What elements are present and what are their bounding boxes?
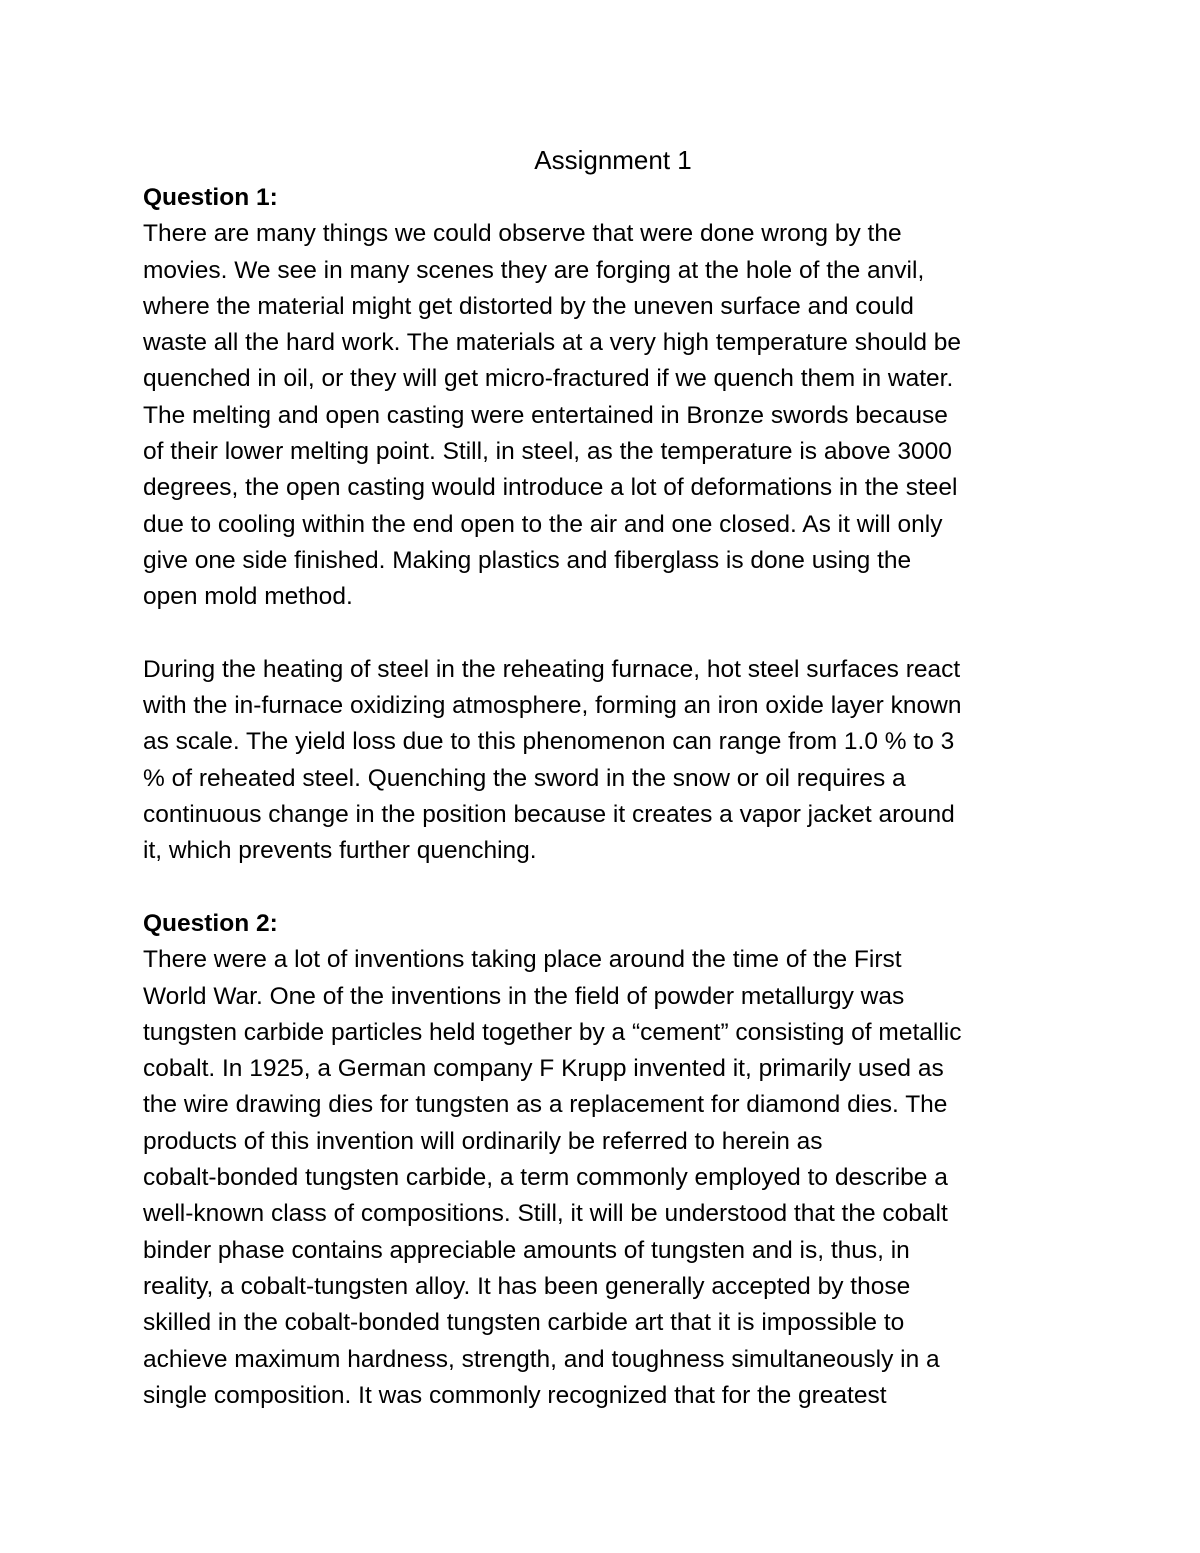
paragraph-gap	[143, 870, 1083, 906]
text-line: There were a lot of inventions taking place around the time of the First	[143, 946, 902, 974]
text-line: it, which prevents further quenching.	[143, 837, 537, 865]
text-line: cobalt-bonded tungsten carbide, a term commonly employed to describe a	[143, 1164, 948, 1192]
text-line: degrees, the open casting would introduce a lot of deformations in the steel	[143, 474, 958, 502]
text-line: single composition. It was commonly recognized that for the greatest	[143, 1381, 887, 1409]
text-line: due to cooling within the end open to the air and one closed. As it will only	[143, 510, 943, 538]
text-line: with the in-furnace oxidizing atmosphere, forming an iron oxide layer known	[143, 692, 962, 720]
text-line: give one side finished. Making plastics and fiberglass is done using the	[143, 546, 912, 574]
text-line: of their lower melting point. Still, in steel, as the temperature is above 3000	[143, 438, 952, 466]
text-line: waste all the hard work. The materials at a very high temperature should be	[143, 329, 961, 357]
text-line: quenched in oil, or they will get micro-fractured if we quench them in water.	[143, 365, 954, 393]
text-line: the wire drawing dies for tungsten as a replacement for diamond dies. The	[143, 1091, 948, 1119]
text-line: World War. One of the inventions in the field of powder metallurgy was	[143, 982, 905, 1010]
text-line: movies. We see in many scenes they are forging at the hole of the anvil,	[143, 256, 925, 284]
text-line: products of this invention will ordinarily be referred to herein as	[143, 1127, 823, 1155]
text-line: The melting and open casting were entertained in Bronze swords because	[143, 401, 948, 429]
question-2-heading: Question 2:	[143, 909, 278, 937]
text-line: achieve maximum hardness, strength, and toughness simultaneously in a	[143, 1345, 940, 1373]
text-line: well-known class of compositions. Still, it will be understood that the cobalt	[143, 1200, 948, 1228]
text-line: continuous change in the position because it creates a vapor jacket around	[143, 801, 955, 829]
question-1-paragraph-2	[143, 652, 1083, 870]
paragraph-gap	[143, 616, 1083, 652]
text-line: where the material might get distorted by the uneven surface and could	[143, 292, 914, 320]
question-1-paragraph-1	[143, 216, 1083, 615]
question-2-paragraph-1	[143, 942, 1083, 1414]
text-line: skilled in the cobalt-bonded tungsten carbide art that it is impossible to	[143, 1309, 905, 1337]
text-line: % of reheated steel. Quenching the sword in the snow or oil requires a	[143, 764, 906, 792]
text-line: reality, a cobalt-tungsten alloy. It has been generally accepted by those	[143, 1272, 911, 1300]
text-line: as scale. The yield loss due to this phenomenon can range from 1.0 % to 3	[143, 728, 955, 756]
text-line: tungsten carbide particles held together by a “cement” consisting of metallic	[143, 1018, 962, 1046]
text-line: cobalt. In 1925, a German company F Krupp invented it, primarily used as	[143, 1055, 944, 1083]
text-line: There are many things we could observe that were done wrong by the	[143, 220, 902, 248]
document-body	[143, 140, 1083, 1414]
text-line: During the heating of steel in the reheating furnace, hot steel surfaces react	[143, 655, 961, 683]
document-title: Assignment 1	[534, 145, 692, 175]
text-line: binder phase contains appreciable amounts of tungsten and is, thus, in	[143, 1236, 910, 1264]
question-1-heading: Question 1:	[143, 184, 278, 211]
text-line: open mold method.	[143, 583, 353, 611]
